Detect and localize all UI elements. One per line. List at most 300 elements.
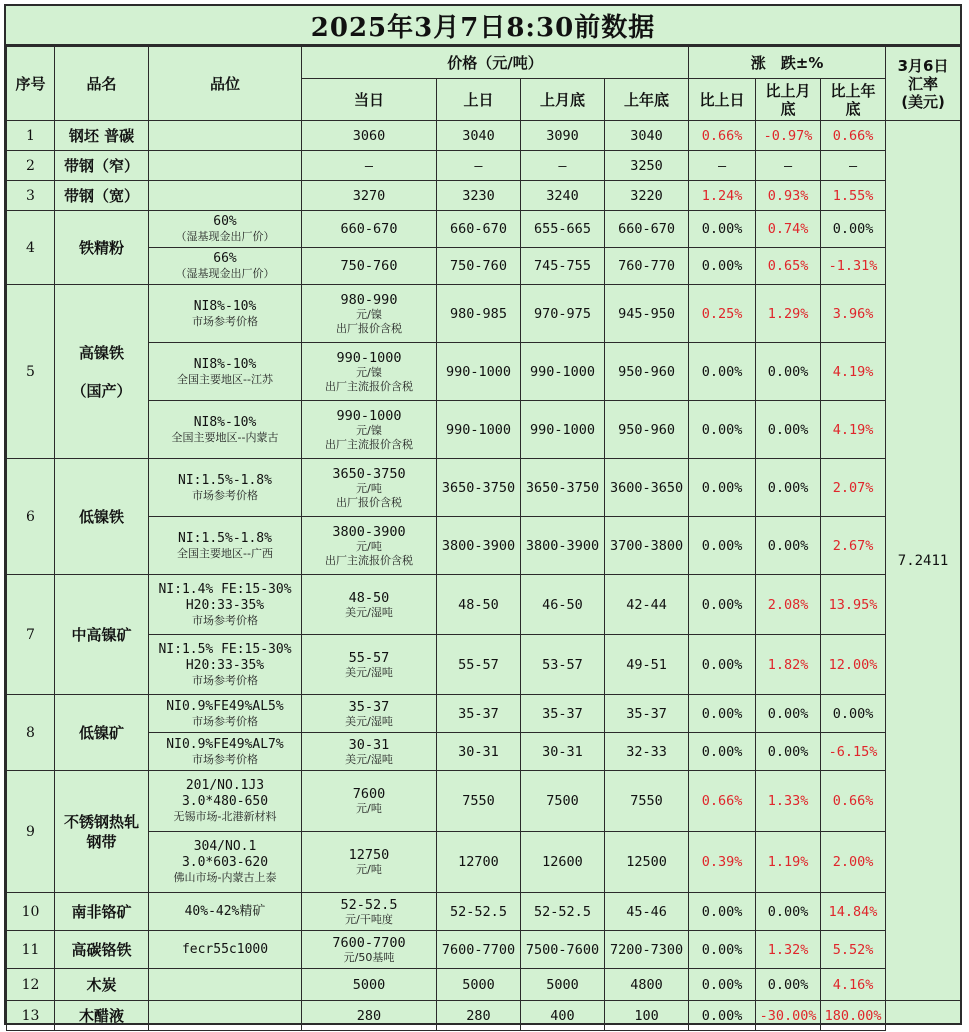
row-price-prev-day: 30-31 bbox=[437, 733, 521, 771]
row-price-prev-day: 3230 bbox=[437, 181, 521, 211]
table-row bbox=[7, 211, 961, 248]
price-today-value: 990-1000 bbox=[336, 349, 402, 366]
header-change-group: 涨 跌±% bbox=[689, 47, 886, 79]
row-price-prev-day: 980-985 bbox=[437, 285, 521, 343]
price-today-unit: 元/50基吨 bbox=[343, 950, 395, 964]
row-index: 6 bbox=[7, 459, 55, 575]
grade-note: 全国主要地区--广西 bbox=[177, 546, 273, 560]
row-price-last-month: 12600 bbox=[521, 832, 605, 893]
row-price-today bbox=[302, 248, 437, 285]
row-name-line1: 低镍铁 bbox=[78, 508, 124, 526]
table-row bbox=[7, 517, 961, 575]
price-today-value: 30-31 bbox=[348, 736, 390, 753]
price-today-value: 3650-3750 bbox=[332, 465, 406, 482]
row-price-last-month: 655-665 bbox=[521, 211, 605, 248]
exchange-rate-value: 7.2411 bbox=[886, 121, 961, 1001]
row-change-month: 0.00% bbox=[756, 517, 821, 575]
price-today-note: 出厂主流报价含税 bbox=[325, 553, 413, 567]
row-change-day: 0.00% bbox=[689, 517, 756, 575]
grade-main: NI:1.5%-1.8% bbox=[178, 530, 272, 546]
row-grade bbox=[149, 401, 302, 459]
row-change-day: 0.00% bbox=[689, 401, 756, 459]
row-price-prev-day: 55-57 bbox=[437, 635, 521, 695]
grade-note: 市场参考价格 bbox=[192, 752, 258, 766]
grade-note: 全国主要地区--江苏 bbox=[177, 372, 273, 386]
row-price-today bbox=[302, 832, 437, 893]
row-name bbox=[55, 969, 149, 1001]
grade-note: 无锡市场-北港新材料 bbox=[173, 810, 277, 823]
row-name-line1: 中高镍矿 bbox=[71, 626, 132, 644]
table-row bbox=[7, 248, 961, 285]
row-price-last-year: 7550 bbox=[605, 771, 689, 832]
price-sheet bbox=[4, 4, 962, 1025]
row-name-line2: 钢带 bbox=[86, 832, 117, 851]
row-grade bbox=[149, 121, 302, 151]
row-index: 12 bbox=[7, 969, 55, 1001]
row-change-day: 0.39% bbox=[689, 832, 756, 893]
row-change-year: 0.66% bbox=[821, 121, 886, 151]
row-price-today bbox=[302, 285, 437, 343]
row-price-today bbox=[302, 969, 437, 1001]
header-last-month-end: 上月底 bbox=[521, 79, 605, 121]
row-price-prev-day: 12700 bbox=[437, 832, 521, 893]
row-price-today bbox=[302, 343, 437, 401]
table-row bbox=[7, 285, 961, 343]
row-price-today bbox=[302, 771, 437, 832]
row-change-month: 0.65% bbox=[756, 248, 821, 285]
row-change-year: 4.16% bbox=[821, 969, 886, 1001]
table-row bbox=[7, 733, 961, 771]
row-change-year: 4.19% bbox=[821, 401, 886, 459]
header-vs-year-line1: 比上年 bbox=[830, 81, 876, 100]
header-exchange-rate bbox=[886, 47, 961, 121]
price-today-value: 35-37 bbox=[348, 698, 390, 715]
row-price-last-month: 53-57 bbox=[521, 635, 605, 695]
grade-main: NI:1.4% FE:15-30% bbox=[158, 581, 292, 597]
grade-main: NI:1.5%-1.8% bbox=[178, 472, 272, 488]
table-row bbox=[7, 401, 961, 459]
row-name-line1: 木炭 bbox=[86, 976, 117, 994]
row-price-last-month: 400 bbox=[521, 1001, 605, 1031]
grade-main-2: 3.0*603-620 bbox=[181, 855, 269, 870]
row-change-month: 0.74% bbox=[756, 211, 821, 248]
header-vs-prev-day: 比上日 bbox=[689, 79, 756, 121]
table-row bbox=[7, 635, 961, 695]
price-today-value: 5000 bbox=[352, 976, 386, 993]
price-today-note: 出厂报价含税 bbox=[336, 321, 402, 335]
row-price-last-month: 745-755 bbox=[521, 248, 605, 285]
row-name-line1: 不锈钢热轧 bbox=[63, 812, 139, 831]
price-today-value: 7600 bbox=[352, 786, 386, 802]
row-change-day: 0.00% bbox=[689, 211, 756, 248]
grade-note: 市场参考价格 bbox=[192, 613, 258, 627]
price-today-unit: 元/镍 bbox=[356, 423, 382, 437]
row-price-today bbox=[302, 211, 437, 248]
table-row bbox=[7, 1001, 961, 1031]
row-price-last-year: 760-770 bbox=[605, 248, 689, 285]
row-price-last-year: 950-960 bbox=[605, 343, 689, 401]
table-row bbox=[7, 931, 961, 969]
row-price-last-month: 970-975 bbox=[521, 285, 605, 343]
page-title: 2025年3月7日8:30前数据 bbox=[6, 6, 960, 46]
price-today-value: 3270 bbox=[352, 187, 386, 204]
row-name bbox=[55, 211, 149, 285]
grade-note: 市场参考价格 bbox=[192, 673, 258, 687]
price-today-note: 出厂主流报价含税 bbox=[325, 379, 413, 393]
header-rate-currency: (美元) bbox=[901, 92, 945, 111]
row-price-last-year: 945-950 bbox=[605, 285, 689, 343]
price-today-value: 12750 bbox=[348, 847, 390, 863]
row-change-day: 0.66% bbox=[689, 771, 756, 832]
row-price-prev-day: 660-670 bbox=[437, 211, 521, 248]
row-price-prev-day: 990-1000 bbox=[437, 343, 521, 401]
row-name bbox=[55, 893, 149, 931]
table-row bbox=[7, 575, 961, 635]
grade-main: NI:1.5% FE:15-30% bbox=[158, 641, 292, 657]
row-grade bbox=[149, 635, 302, 695]
row-price-last-month: 990-1000 bbox=[521, 401, 605, 459]
grade-note: （湿基现金出厂价） bbox=[175, 230, 275, 243]
row-grade bbox=[149, 459, 302, 517]
row-grade bbox=[149, 771, 302, 832]
header-rate-label: 汇率 bbox=[908, 74, 939, 93]
row-price-last-month: 3800-3900 bbox=[521, 517, 605, 575]
price-today-unit: 元/吨 bbox=[356, 481, 382, 495]
row-price-last-month: 52-52.5 bbox=[521, 893, 605, 931]
row-grade bbox=[149, 211, 302, 248]
row-index: 9 bbox=[7, 771, 55, 893]
row-price-last-year: 950-960 bbox=[605, 401, 689, 459]
row-change-year: 3.96% bbox=[821, 285, 886, 343]
price-today-unit: 元/吨 bbox=[356, 863, 382, 876]
header-index: 序号 bbox=[7, 47, 55, 121]
row-index: 13 bbox=[7, 1001, 55, 1031]
grade-main: 304/NO.1 bbox=[193, 839, 257, 854]
row-change-month: -30.00% bbox=[756, 1001, 821, 1031]
row-change-year: 0.00% bbox=[821, 695, 886, 733]
row-price-prev-day: – bbox=[437, 151, 521, 181]
row-price-today bbox=[302, 733, 437, 771]
price-today-unit: 美元/湿吨 bbox=[345, 665, 393, 679]
row-price-last-year: 3600-3650 bbox=[605, 459, 689, 517]
row-grade bbox=[149, 517, 302, 575]
row-name bbox=[55, 121, 149, 151]
table-row bbox=[7, 343, 961, 401]
grade-main: NI8%-10% bbox=[193, 356, 257, 372]
row-change-day: 0.00% bbox=[689, 695, 756, 733]
row-index: 4 bbox=[7, 211, 55, 285]
row-price-today bbox=[302, 121, 437, 151]
row-change-month: 0.00% bbox=[756, 969, 821, 1001]
row-name-line1: 带钢（窄） bbox=[63, 157, 139, 175]
table-body bbox=[7, 121, 961, 1031]
price-today-value: 7600-7700 bbox=[332, 934, 406, 951]
row-change-day: 0.00% bbox=[689, 733, 756, 771]
row-change-year: 2.00% bbox=[821, 832, 886, 893]
row-price-today bbox=[302, 459, 437, 517]
header-vs-month-line2: 底 bbox=[780, 99, 796, 118]
grade-main: NI0.9%FE49%AL5% bbox=[166, 698, 284, 714]
row-change-month: 0.00% bbox=[756, 459, 821, 517]
row-change-day: 0.00% bbox=[689, 931, 756, 969]
price-today-note: 出厂主流报价含税 bbox=[325, 437, 413, 451]
row-grade bbox=[149, 931, 302, 969]
row-name-line1: 南非铬矿 bbox=[71, 903, 132, 921]
row-price-last-year: 42-44 bbox=[605, 575, 689, 635]
header-today: 当日 bbox=[302, 79, 437, 121]
row-price-last-year: 3220 bbox=[605, 181, 689, 211]
row-change-month: 0.00% bbox=[756, 733, 821, 771]
row-price-today bbox=[302, 1001, 437, 1031]
row-price-last-year: 3700-3800 bbox=[605, 517, 689, 575]
row-price-last-month: 46-50 bbox=[521, 575, 605, 635]
grade-note: 全国主要地区--内蒙古 bbox=[171, 430, 279, 444]
header-last-year-end: 上年底 bbox=[605, 79, 689, 121]
row-change-year: 5.52% bbox=[821, 931, 886, 969]
row-name bbox=[55, 459, 149, 575]
header-prev-day: 上日 bbox=[437, 79, 521, 121]
row-grade bbox=[149, 343, 302, 401]
row-change-month: 1.19% bbox=[756, 832, 821, 893]
header-rate-date: 3月6日 bbox=[897, 56, 949, 75]
grade-main: 60% bbox=[213, 214, 237, 229]
row-index: 10 bbox=[7, 893, 55, 931]
row-index: 1 bbox=[7, 121, 55, 151]
table-row bbox=[7, 832, 961, 893]
row-name-line1: 铁精粉 bbox=[78, 239, 124, 257]
price-today-value: 280 bbox=[356, 1007, 382, 1024]
row-change-year: 12.00% bbox=[821, 635, 886, 695]
grade-main: fecr55c1000 bbox=[181, 941, 269, 957]
row-change-year: 2.67% bbox=[821, 517, 886, 575]
row-price-prev-day: 7600-7700 bbox=[437, 931, 521, 969]
table-row bbox=[7, 695, 961, 733]
row-change-day: 0.00% bbox=[689, 248, 756, 285]
row-price-last-month: 3650-3750 bbox=[521, 459, 605, 517]
row-name bbox=[55, 575, 149, 695]
grade-main-2: 3.0*480-650 bbox=[181, 794, 269, 809]
row-change-year: 14.84% bbox=[821, 893, 886, 931]
row-price-prev-day: 7550 bbox=[437, 771, 521, 832]
row-change-month: 0.93% bbox=[756, 181, 821, 211]
row-index: 11 bbox=[7, 931, 55, 969]
row-grade bbox=[149, 575, 302, 635]
price-today-unit: 元/镍 bbox=[356, 365, 382, 379]
price-today-value: 750-760 bbox=[340, 258, 398, 274]
row-change-year: 13.95% bbox=[821, 575, 886, 635]
row-price-last-month: 3240 bbox=[521, 181, 605, 211]
row-change-year: 0.00% bbox=[821, 211, 886, 248]
header-vs-month-line1: 比上月 bbox=[765, 81, 811, 100]
row-grade bbox=[149, 733, 302, 771]
grade-main: 40%-42%精矿 bbox=[184, 903, 266, 919]
row-name bbox=[55, 285, 149, 459]
row-grade bbox=[149, 695, 302, 733]
row-name bbox=[55, 181, 149, 211]
row-price-today bbox=[302, 517, 437, 575]
grade-note: 市场参考价格 bbox=[192, 714, 258, 728]
grade-note: 佛山市场-内蒙古上泰 bbox=[173, 871, 277, 884]
price-today-unit: 美元/湿吨 bbox=[345, 714, 393, 728]
price-today-value: 3060 bbox=[352, 127, 386, 144]
row-price-last-month: 7500 bbox=[521, 771, 605, 832]
row-grade bbox=[149, 285, 302, 343]
row-change-month: 1.29% bbox=[756, 285, 821, 343]
row-change-month: 0.00% bbox=[756, 343, 821, 401]
row-change-year: 2.07% bbox=[821, 459, 886, 517]
row-price-last-year: 3040 bbox=[605, 121, 689, 151]
row-price-today bbox=[302, 931, 437, 969]
row-price-today bbox=[302, 695, 437, 733]
row-name-line1: 钢坯 普碳 bbox=[68, 127, 135, 145]
row-change-month: 1.32% bbox=[756, 931, 821, 969]
grade-main-2: H20:33-35% bbox=[185, 597, 265, 613]
price-today-value: 980-990 bbox=[340, 291, 398, 308]
header-grade: 品位 bbox=[149, 47, 302, 121]
row-price-today bbox=[302, 893, 437, 931]
grade-main-2: H20:33-35% bbox=[185, 657, 265, 673]
row-change-year: – bbox=[821, 151, 886, 181]
price-today-unit: 元/干吨度 bbox=[345, 912, 393, 926]
row-price-last-year: 49-51 bbox=[605, 635, 689, 695]
row-price-last-year: 35-37 bbox=[605, 695, 689, 733]
row-change-month: 0.00% bbox=[756, 893, 821, 931]
row-change-year: 180.00% bbox=[821, 1001, 886, 1031]
price-today-value: 52-52.5 bbox=[340, 896, 398, 913]
row-price-prev-day: 990-1000 bbox=[437, 401, 521, 459]
row-price-today bbox=[302, 575, 437, 635]
row-price-last-year: 12500 bbox=[605, 832, 689, 893]
row-name-line2: （国产） bbox=[71, 381, 132, 400]
price-today-value: 3800-3900 bbox=[332, 523, 406, 540]
row-change-month: 1.82% bbox=[756, 635, 821, 695]
price-today-value: 990-1000 bbox=[336, 407, 402, 424]
row-grade bbox=[149, 1001, 302, 1031]
row-change-day: 0.00% bbox=[689, 893, 756, 931]
row-change-month: 1.33% bbox=[756, 771, 821, 832]
table-row bbox=[7, 181, 961, 211]
row-change-month: 2.08% bbox=[756, 575, 821, 635]
row-grade bbox=[149, 893, 302, 931]
grade-note: 市场参考价格 bbox=[192, 488, 258, 502]
row-change-year: 1.55% bbox=[821, 181, 886, 211]
row-name-line1: 高镍铁 bbox=[78, 343, 124, 362]
grade-main: NI8%-10% bbox=[193, 298, 257, 314]
row-index: 5 bbox=[7, 285, 55, 459]
table-row bbox=[7, 771, 961, 832]
row-name-line1: 低镍矿 bbox=[78, 724, 124, 742]
row-index: 3 bbox=[7, 181, 55, 211]
grade-note: （湿基现金出厂价） bbox=[175, 267, 275, 280]
row-name bbox=[55, 931, 149, 969]
row-price-last-year: 7200-7300 bbox=[605, 931, 689, 969]
header-vs-year-line2: 底 bbox=[845, 99, 861, 118]
row-price-last-month: 5000 bbox=[521, 969, 605, 1001]
row-change-year: 0.66% bbox=[821, 771, 886, 832]
price-today-unit: 元/吨 bbox=[356, 802, 382, 815]
row-price-last-month: 990-1000 bbox=[521, 343, 605, 401]
row-name-line1: 高碳铬铁 bbox=[71, 941, 132, 959]
row-price-prev-day: 5000 bbox=[437, 969, 521, 1001]
row-price-last-month: 3090 bbox=[521, 121, 605, 151]
price-today-value: – bbox=[364, 157, 374, 174]
row-price-last-year: 45-46 bbox=[605, 893, 689, 931]
price-today-value: 660-670 bbox=[340, 221, 398, 237]
row-change-day: 0.25% bbox=[689, 285, 756, 343]
table-row bbox=[7, 151, 961, 181]
row-price-last-month: 7500-7600 bbox=[521, 931, 605, 969]
row-price-today bbox=[302, 401, 437, 459]
row-change-day: – bbox=[689, 151, 756, 181]
row-price-prev-day: 48-50 bbox=[437, 575, 521, 635]
row-price-last-year: 32-33 bbox=[605, 733, 689, 771]
price-today-unit: 美元/湿吨 bbox=[345, 605, 393, 619]
row-change-day: 1.24% bbox=[689, 181, 756, 211]
row-price-prev-day: 35-37 bbox=[437, 695, 521, 733]
row-price-prev-day: 280 bbox=[437, 1001, 521, 1031]
row-name bbox=[55, 695, 149, 771]
price-today-unit: 美元/湿吨 bbox=[345, 752, 393, 766]
grade-main: 66% bbox=[213, 251, 237, 266]
row-grade bbox=[149, 181, 302, 211]
row-change-month: 0.00% bbox=[756, 695, 821, 733]
row-grade bbox=[149, 832, 302, 893]
header-price-group: 价格（元/吨） bbox=[302, 47, 689, 79]
row-price-today bbox=[302, 151, 437, 181]
table-row bbox=[7, 969, 961, 1001]
row-name bbox=[55, 771, 149, 893]
row-price-last-year: 100 bbox=[605, 1001, 689, 1031]
price-today-unit: 元/吨 bbox=[356, 539, 382, 553]
row-price-last-month: 30-31 bbox=[521, 733, 605, 771]
row-change-day: 0.00% bbox=[689, 459, 756, 517]
price-today-value: 55-57 bbox=[348, 649, 390, 666]
row-name bbox=[55, 151, 149, 181]
row-change-day: 0.00% bbox=[689, 969, 756, 1001]
row-change-month: -0.97% bbox=[756, 121, 821, 151]
row-price-prev-day: 3650-3750 bbox=[437, 459, 521, 517]
price-today-unit: 元/镍 bbox=[356, 307, 382, 321]
table-row bbox=[7, 121, 961, 151]
row-price-prev-day: 3040 bbox=[437, 121, 521, 151]
header-vs-last-year bbox=[821, 79, 886, 121]
row-price-prev-day: 750-760 bbox=[437, 248, 521, 285]
row-name bbox=[55, 1001, 149, 1031]
grade-main: NI8%-10% bbox=[193, 414, 257, 430]
row-grade bbox=[149, 151, 302, 181]
grade-note: 市场参考价格 bbox=[192, 314, 258, 328]
row-price-last-month: 35-37 bbox=[521, 695, 605, 733]
row-change-year: -6.15% bbox=[821, 733, 886, 771]
row-price-last-year: 660-670 bbox=[605, 211, 689, 248]
row-index: 7 bbox=[7, 575, 55, 695]
row-grade bbox=[149, 248, 302, 285]
row-grade bbox=[149, 969, 302, 1001]
row-index: 2 bbox=[7, 151, 55, 181]
price-table bbox=[6, 46, 961, 1031]
header-name: 品名 bbox=[55, 47, 149, 121]
row-price-today bbox=[302, 635, 437, 695]
price-today-note: 出厂报价含税 bbox=[336, 495, 402, 509]
row-change-day: 0.00% bbox=[689, 343, 756, 401]
row-price-last-year: 3250 bbox=[605, 151, 689, 181]
row-change-day: 0.00% bbox=[689, 575, 756, 635]
row-change-day: 0.00% bbox=[689, 1001, 756, 1031]
row-change-day: 0.00% bbox=[689, 635, 756, 695]
grade-main: NI0.9%FE49%AL7% bbox=[166, 736, 284, 752]
row-price-last-month: – bbox=[521, 151, 605, 181]
row-index: 8 bbox=[7, 695, 55, 771]
